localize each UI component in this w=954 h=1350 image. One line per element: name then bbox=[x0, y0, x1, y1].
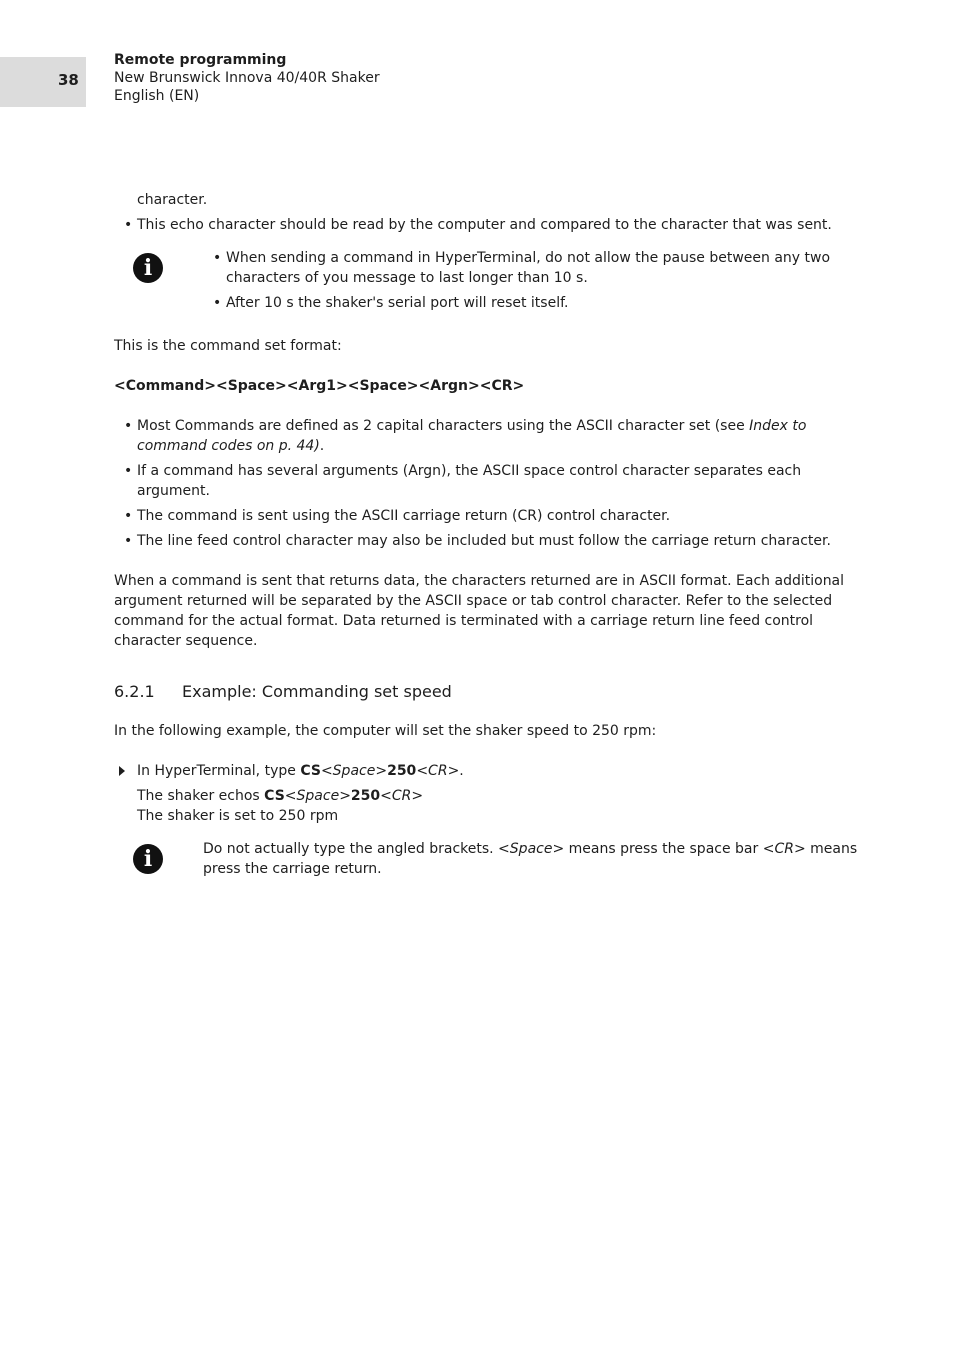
note-text bbox=[203, 839, 857, 879]
list-item: • The command is sent using the ASCII carriage return (CR) control character. bbox=[124, 508, 671, 524]
header-section-title: Remote programming bbox=[114, 52, 287, 68]
step-text: The shaker echos bbox=[137, 788, 265, 804]
step-text: > bbox=[375, 763, 388, 779]
list-item-text: argument. bbox=[137, 483, 210, 499]
header-language: English (EN) bbox=[114, 88, 200, 104]
list-item-text: The command is sent using the ASCII carriage return (CR) control character. bbox=[137, 508, 671, 524]
step-code: CS bbox=[264, 788, 285, 804]
step-text: In HyperTerminal, type bbox=[137, 763, 301, 779]
step-result: The shaker is set to 250 rpm bbox=[137, 808, 339, 824]
paragraph-line: When a command is sent that returns data, the characters returned are in ASCII format. Each additional bbox=[114, 573, 845, 589]
paragraph-line: command for the actual format. Data returned is terminated with a carriage return line feed control bbox=[114, 613, 814, 629]
command-syntax: <Command><Space><Arg1><Space><Argn><CR> bbox=[114, 378, 525, 394]
step-text: < bbox=[416, 763, 429, 779]
list-item-text: . bbox=[319, 438, 325, 454]
header-product: New Brunswick Innova 40/40R Shaker bbox=[114, 70, 380, 86]
step-instruction bbox=[137, 761, 464, 781]
step-key: Space bbox=[332, 763, 376, 779]
step-text: < bbox=[320, 763, 333, 779]
info-icon: i bbox=[133, 253, 163, 283]
note-line: > means bbox=[793, 841, 858, 857]
page-number: 38 bbox=[58, 71, 79, 89]
note-key: Space bbox=[509, 841, 553, 857]
step-key: Space bbox=[296, 788, 340, 804]
list-item-text: If a command has several arguments (Argn), the ASCII space control character separates each bbox=[137, 463, 802, 479]
returns-paragraph bbox=[114, 571, 844, 651]
info-icon: i bbox=[133, 844, 163, 874]
step-echo bbox=[137, 786, 423, 806]
section-number: 6.2.1 bbox=[114, 682, 155, 701]
section-title: Example: Commanding set speed bbox=[182, 682, 452, 701]
list-item: • Most Commands are defined as 2 capital characters using the ASCII character set (see Index to command codes on p. 44). bbox=[124, 418, 807, 454]
cross-reference-link[interactable]: command codes on p. 44) bbox=[137, 438, 320, 454]
step-text: >. bbox=[447, 763, 464, 779]
note-line: > means press the space bar < bbox=[552, 841, 775, 857]
list-item-text: The line feed control character may also be included but must follow the carriage return character. bbox=[137, 533, 831, 549]
note-line: Do not actually type the angled brackets. < bbox=[203, 841, 510, 857]
note-line: press the carriage return. bbox=[203, 861, 382, 877]
step-text: > bbox=[411, 788, 424, 804]
list-item: • After 10 s the shaker's serial port will reset itself. bbox=[213, 295, 569, 311]
step-text: < bbox=[380, 788, 392, 804]
list-item-text: Most Commands are defined as 2 capital characters using the ASCII character set (see bbox=[137, 418, 750, 434]
triangle-right-icon bbox=[119, 766, 125, 776]
list-item-text: After 10 s the shaker's serial port will reset itself. bbox=[226, 295, 569, 311]
list-item-text: When sending a command in HyperTerminal, do not allow the pause between any two bbox=[226, 250, 831, 266]
section-intro: In the following example, the computer will set the shaker speed to 250 rpm: bbox=[114, 723, 657, 739]
paragraph-line: argument returned will be separated by the ASCII space or tab control character. Refer to the selected bbox=[114, 593, 833, 609]
step-code: CS bbox=[300, 763, 321, 779]
list-item: • The line feed control character may also be included but must follow the carriage return character. bbox=[124, 533, 831, 549]
list-item: • This echo character should be read by the computer and compared to the character that was sent. bbox=[124, 217, 832, 233]
list-item: • When sending a command in HyperTerminal, do not allow the pause between any two characters of you message to last longer than 10 s. bbox=[213, 250, 831, 286]
step-key: CR bbox=[391, 788, 412, 804]
step-key: CR bbox=[428, 763, 448, 779]
list-item: • If a command has several arguments (Argn), the ASCII space control character separates each argument. bbox=[124, 463, 802, 499]
step-code: 250 bbox=[350, 788, 381, 804]
step-code: 250 bbox=[387, 763, 417, 779]
continuation-text: character. bbox=[137, 192, 208, 208]
running-header bbox=[114, 51, 380, 105]
list-item-text: characters of you message to last longer than 10 s. bbox=[226, 270, 588, 286]
list-item-text: This echo character should be read by the computer and compared to the character that was sent. bbox=[137, 217, 832, 233]
step-text: < bbox=[284, 788, 297, 804]
paragraph-line: character sequence. bbox=[114, 633, 258, 649]
note-key: CR bbox=[774, 841, 794, 857]
format-intro: This is the command set format: bbox=[114, 338, 342, 354]
cross-reference-link[interactable]: Index to bbox=[749, 418, 807, 434]
step-text: > bbox=[339, 788, 351, 804]
